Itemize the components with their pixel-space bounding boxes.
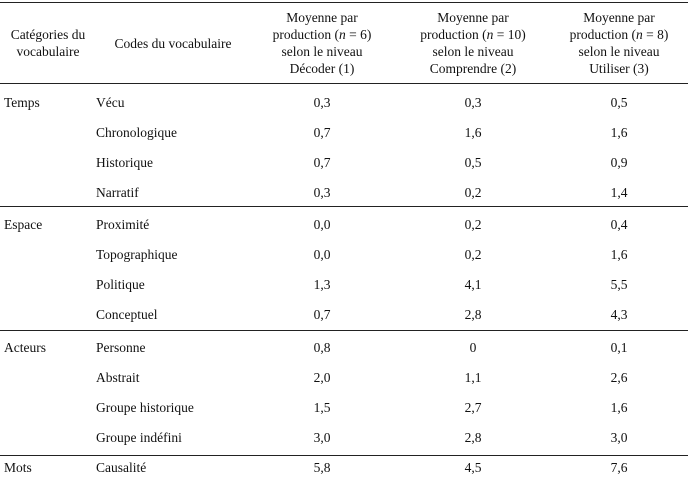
value-level-1: 0,3 xyxy=(313,95,331,110)
code-cell: Politique xyxy=(96,277,145,292)
value-level-2: 0,2 xyxy=(464,217,482,232)
value-level-3: 0,5 xyxy=(610,95,628,110)
value-level-2: 0,2 xyxy=(464,247,482,262)
code-cell: Groupe historique xyxy=(96,400,194,415)
code-cell: Causalité xyxy=(96,460,147,475)
code-cell: Vécu xyxy=(96,95,125,110)
code-cell: Groupe indéfini xyxy=(96,430,182,445)
value-level-3: 1,4 xyxy=(610,185,628,200)
code-cell: Conceptuel xyxy=(96,307,158,322)
value-level-1: 0,3 xyxy=(313,185,331,200)
value-level-2: 2,7 xyxy=(464,400,482,415)
value-level-3: 1,6 xyxy=(610,400,628,415)
value-level-2: 0,3 xyxy=(464,95,482,110)
value-level-3: 0,4 xyxy=(610,217,628,232)
header-level-1: Moyenne par production (n = 6) selon le niveau Décoder (1) xyxy=(272,10,372,76)
value-level-1: 0,0 xyxy=(313,217,331,232)
code-cell: Proximité xyxy=(96,217,150,232)
value-level-2: 2,8 xyxy=(464,430,482,445)
value-level-3: 4,3 xyxy=(610,307,628,322)
value-level-1: 0,0 xyxy=(313,247,331,262)
category-cell: Acteurs xyxy=(4,340,46,355)
value-level-1: 0,8 xyxy=(313,340,331,355)
code-cell: Chronologique xyxy=(96,125,177,140)
group-separator-rule xyxy=(0,330,688,331)
header-level-3: Moyenne par production (n = 8) selon le niveau Utiliser (3) xyxy=(569,10,669,76)
value-level-3: 0,1 xyxy=(610,340,628,355)
value-level-2: 1,6 xyxy=(464,125,482,140)
value-level-1: 0,7 xyxy=(313,125,331,140)
value-level-2: 4,5 xyxy=(464,460,482,475)
group-separator-rule xyxy=(0,455,688,456)
category-cell: Temps xyxy=(4,95,40,110)
value-level-2: 4,1 xyxy=(464,277,482,292)
value-level-1: 2,0 xyxy=(313,370,331,385)
code-cell: Abstrait xyxy=(96,370,140,385)
group-separator-rule xyxy=(0,206,688,207)
code-cell: Topographique xyxy=(96,247,178,262)
value-level-2: 2,8 xyxy=(464,307,482,322)
value-level-3: 0,9 xyxy=(610,155,628,170)
value-level-2: 0,2 xyxy=(464,185,482,200)
category-cell: Espace xyxy=(4,217,43,232)
category-cell: Mots xyxy=(4,460,32,475)
header-level-2: Moyenne par production (n = 10) selon le niveau Comprendre (2) xyxy=(420,10,526,76)
value-level-3: 2,6 xyxy=(610,370,628,385)
table-top-rule xyxy=(0,2,688,3)
value-level-3: 7,6 xyxy=(610,460,628,475)
value-level-1: 1,3 xyxy=(313,277,331,292)
code-cell: Historique xyxy=(96,155,153,170)
value-level-1: 0,7 xyxy=(313,155,331,170)
header-categories: Catégories du vocabulaire xyxy=(10,27,86,59)
header-bottom-rule xyxy=(0,83,688,84)
header-codes: Codes du vocabulaire xyxy=(114,36,232,51)
value-level-3: 5,5 xyxy=(610,277,628,292)
value-level-1: 3,0 xyxy=(313,430,331,445)
value-level-2: 0,5 xyxy=(464,155,482,170)
value-level-3: 1,6 xyxy=(610,125,628,140)
value-level-3: 3,0 xyxy=(610,430,628,445)
value-level-1: 1,5 xyxy=(313,400,331,415)
value-level-2: 0 xyxy=(469,340,477,355)
code-cell: Narratif xyxy=(96,185,139,200)
value-level-2: 1,1 xyxy=(464,370,482,385)
value-level-1: 0,7 xyxy=(313,307,331,322)
value-level-3: 1,6 xyxy=(610,247,628,262)
value-level-1: 5,8 xyxy=(313,460,331,475)
code-cell: Personne xyxy=(96,340,146,355)
